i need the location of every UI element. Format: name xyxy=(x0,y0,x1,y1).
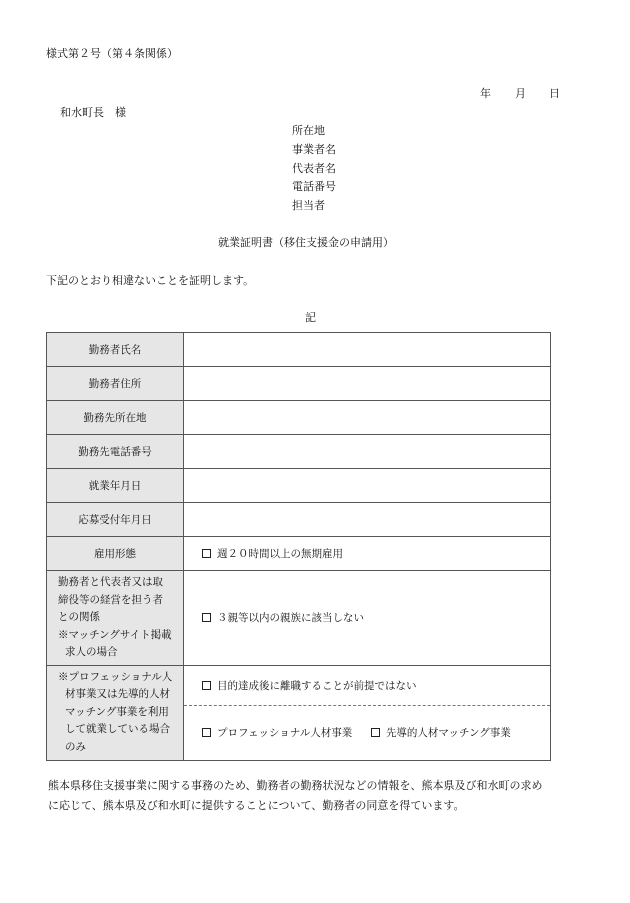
intro-text: 下記のとおり相違ないことを証明します。 xyxy=(46,274,255,287)
value-workplace-address[interactable] xyxy=(184,401,551,435)
professional-option-1: 目的達成後に離職することが前提ではない xyxy=(217,679,417,692)
relation-label-line: 締役等の経営を担う者 xyxy=(58,593,163,606)
form-number: 様式第２号（第４条関係） xyxy=(46,47,178,60)
field-representative: 代表者名 xyxy=(292,162,336,175)
value-workplace-phone[interactable] xyxy=(184,435,551,469)
label-employment-date: 就業年月日 xyxy=(47,469,184,503)
value-professional-1 xyxy=(184,665,551,705)
ki-heading: 記 xyxy=(305,311,316,324)
value-relation xyxy=(184,571,551,666)
label-name: 勤務者氏名 xyxy=(47,333,184,367)
document-title: 就業証明書（移住支援金の申請用） xyxy=(218,236,394,249)
table-row xyxy=(47,571,551,666)
date-year: 年 xyxy=(480,87,491,100)
addressee: 和水町長 様 xyxy=(60,106,126,119)
label-workplace-phone: 勤務先電話番号 xyxy=(47,435,184,469)
date-day: 日 xyxy=(549,87,560,100)
field-phone: 電話番号 xyxy=(292,180,336,193)
table-row xyxy=(47,367,551,401)
employment-type-checkbox[interactable] xyxy=(202,549,211,558)
label-professional xyxy=(47,665,184,760)
relation-option: ３親等以内の親族に該当しない xyxy=(217,612,364,625)
professional-option-2a: プロフェッショナル人材事業 xyxy=(217,727,353,739)
value-name[interactable] xyxy=(184,333,551,367)
value-application-date[interactable] xyxy=(184,503,551,537)
professional-checkbox-1[interactable] xyxy=(202,681,211,690)
relation-label-line: 求人の場合 xyxy=(65,646,118,658)
relation-label-line: ※マッチングサイト掲載 xyxy=(58,628,172,641)
employment-type-option: 週２０時間以上の無期雇用 xyxy=(217,548,343,560)
field-contact: 担当者 xyxy=(292,199,325,212)
professional-label-line: のみ xyxy=(65,740,86,753)
label-relation xyxy=(47,571,184,666)
table-row xyxy=(47,435,551,469)
professional-checkbox-2a[interactable] xyxy=(202,728,211,737)
value-address[interactable] xyxy=(184,367,551,401)
label-application-date: 応募受付年月日 xyxy=(47,503,184,537)
table-row xyxy=(47,665,551,705)
certificate-table xyxy=(46,332,551,761)
professional-label-line: して就業している場合 xyxy=(65,723,170,736)
label-employment-type: 雇用形態 xyxy=(47,537,184,571)
relation-checkbox[interactable] xyxy=(202,613,211,622)
table-row xyxy=(47,469,551,503)
consent-line-2: に応じて、熊本県及び和水町に提供することについて、勤務者の同意を得ています。 xyxy=(48,799,465,812)
table-row xyxy=(47,503,551,537)
professional-checkbox-2b[interactable] xyxy=(371,728,380,737)
label-address: 勤務者住所 xyxy=(47,367,184,401)
relation-label-line: との関係 xyxy=(58,611,100,623)
field-location: 所在地 xyxy=(292,124,325,137)
professional-label-line: 材事業又は先導的人材 xyxy=(65,688,170,701)
professional-label-line: ※プロフェッショナル人 xyxy=(58,670,173,683)
value-employment-date[interactable] xyxy=(184,469,551,503)
table-row xyxy=(47,537,551,571)
table-row xyxy=(47,333,551,367)
relation-label-line: 勤務者と代表者又は取 xyxy=(58,576,163,588)
professional-option-2b: 先導的人材マッチング事業 xyxy=(385,727,511,739)
value-professional-2 xyxy=(184,705,551,760)
value-employment-type xyxy=(184,537,551,571)
table-row xyxy=(47,401,551,435)
field-company: 事業者名 xyxy=(292,143,336,156)
date-month: 月 xyxy=(515,87,526,100)
consent-line-1: 熊本県移住支援事業に関する事務のため、勤務者の勤務状況などの情報を、熊本県及び和水町の求め xyxy=(48,779,543,792)
professional-label-line: マッチング事業を利用 xyxy=(65,705,169,718)
label-workplace-address: 勤務先所在地 xyxy=(47,401,184,435)
